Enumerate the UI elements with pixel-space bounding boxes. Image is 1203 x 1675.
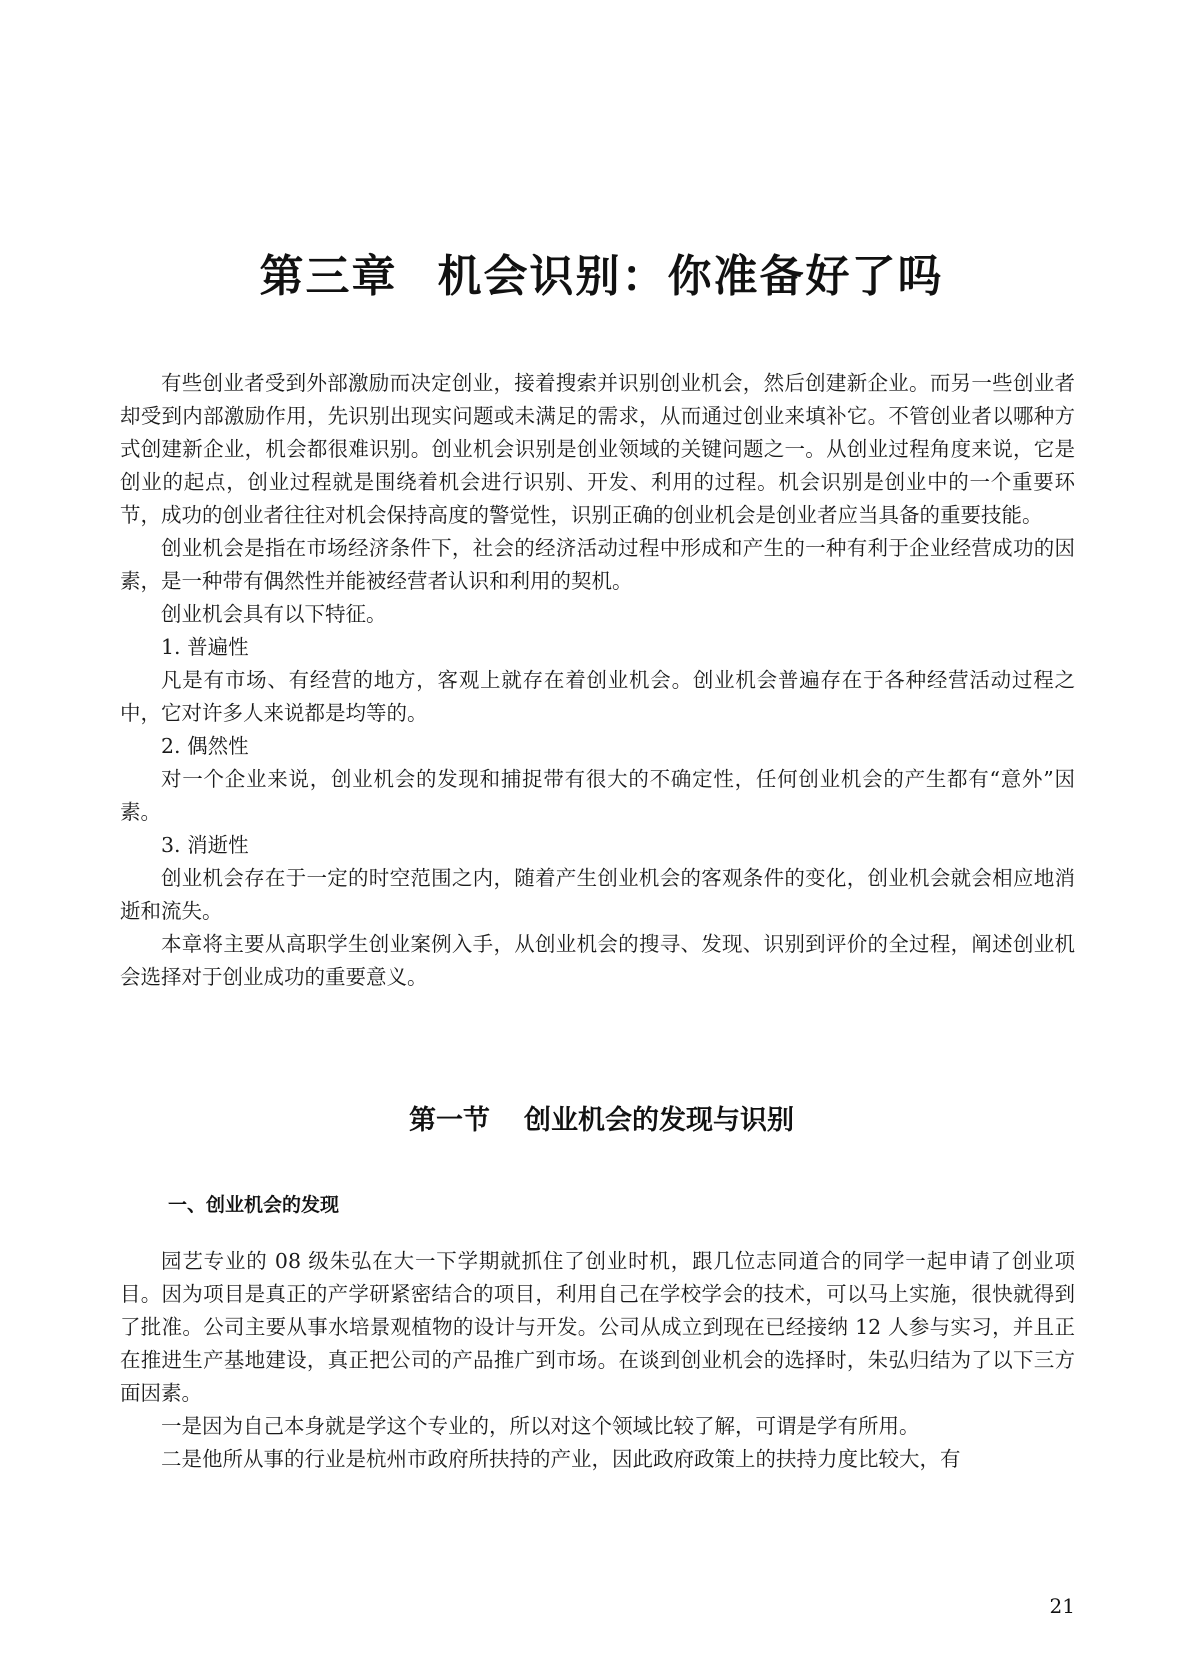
feature-heading: 2. 偶然性 — [161, 734, 249, 758]
paragraph: 园艺专业的 08 级朱弘在大一下学期就抓住了创业时机，跟几位志同道合的同学一起申请了创业项目。因为项目是真正的产学研紧密结合的项目，利用自己在学校学会的技术，可以马上实施，很快就得到了批准。公司主要从事水培景观植物的设计与开发。公司从成立到现在已经接纳 12 人参与实习，并且正在推进生产基地建设，真正把公司的产品推广到市场。在谈到创业机会的选择时，朱弘归结为了以下三方面因素。 — [120, 1249, 1075, 1405]
section-title — [0, 1098, 1203, 1137]
case-text — [120, 1245, 1075, 1476]
section-number: 第一节 — [409, 1105, 490, 1136]
feature-heading: 3. 消逝性 — [161, 833, 249, 857]
paragraph: 创业机会是指在市场经济条件下，社会的经济活动过程中形成和产生的一种有利于企业经营成功的因素，是一种带有偶然性并能被经营者认识和利用的契机。 — [120, 536, 1075, 593]
chapter-title — [0, 240, 1203, 304]
paragraph: 凡是有市场、有经营的地方，客观上就存在着创业机会。创业机会普遍存在于各种经营活动过程之中，它对许多人来说都是均等的。 — [120, 668, 1075, 725]
subsection-title: 一、创业机会的发现 — [168, 1194, 340, 1216]
paragraph: 一是因为自己本身就是学这个专业的，所以对这个领域比较了解，可谓是学有所用。 — [161, 1414, 920, 1438]
chapter-number: 第三章 — [259, 251, 398, 302]
intro-text — [120, 367, 1075, 994]
paragraph: 创业机会具有以下特征。 — [161, 602, 387, 626]
feature-heading: 1. 普遍性 — [161, 635, 249, 659]
paragraph: 二是他所从事的行业是杭州市政府所扶持的产业，因此政府政策上的扶持力度比较大，有 — [161, 1447, 961, 1471]
paragraph: 创业机会存在于一定的时空范围之内，随着产生创业机会的客观条件的变化，创业机会就会相应地消逝和流失。 — [120, 866, 1075, 923]
paragraph: 本章将主要从高职学生创业案例入手，从创业机会的搜寻、发现、识别到评价的全过程，阐述创业机会选择对于创业成功的重要意义。 — [120, 932, 1075, 989]
page-number: 21 — [1049, 1594, 1075, 1618]
paragraph: 对一个企业来说，创业机会的发现和捕捉带有很大的不确定性，任何创业机会的产生都有“意外”因素。 — [120, 767, 1075, 824]
chapter-name: 机会识别：你准备好了吗 — [437, 251, 944, 302]
section-name: 创业机会的发现与识别 — [524, 1105, 794, 1136]
paragraph: 有些创业者受到外部激励而决定创业，接着搜索并识别创业机会，然后创建新企业。而另一些创业者却受到内部激励作用，先识别出现实问题或未满足的需求，从而通过创业来填补它。不管创业者以哪种方式创建新企业，机会都很难识别。创业机会识别是创业领域的关键问题之一。从创业过程角度来说，它是创业的起点，创业过程就是围绕着机会进行识别、开发、利用的过程。机会识别是创业中的一个重要环节，成功的创业者往往对机会保持高度的警觉性，识别正确的创业机会是创业者应当具备的重要技能。 — [120, 371, 1075, 527]
